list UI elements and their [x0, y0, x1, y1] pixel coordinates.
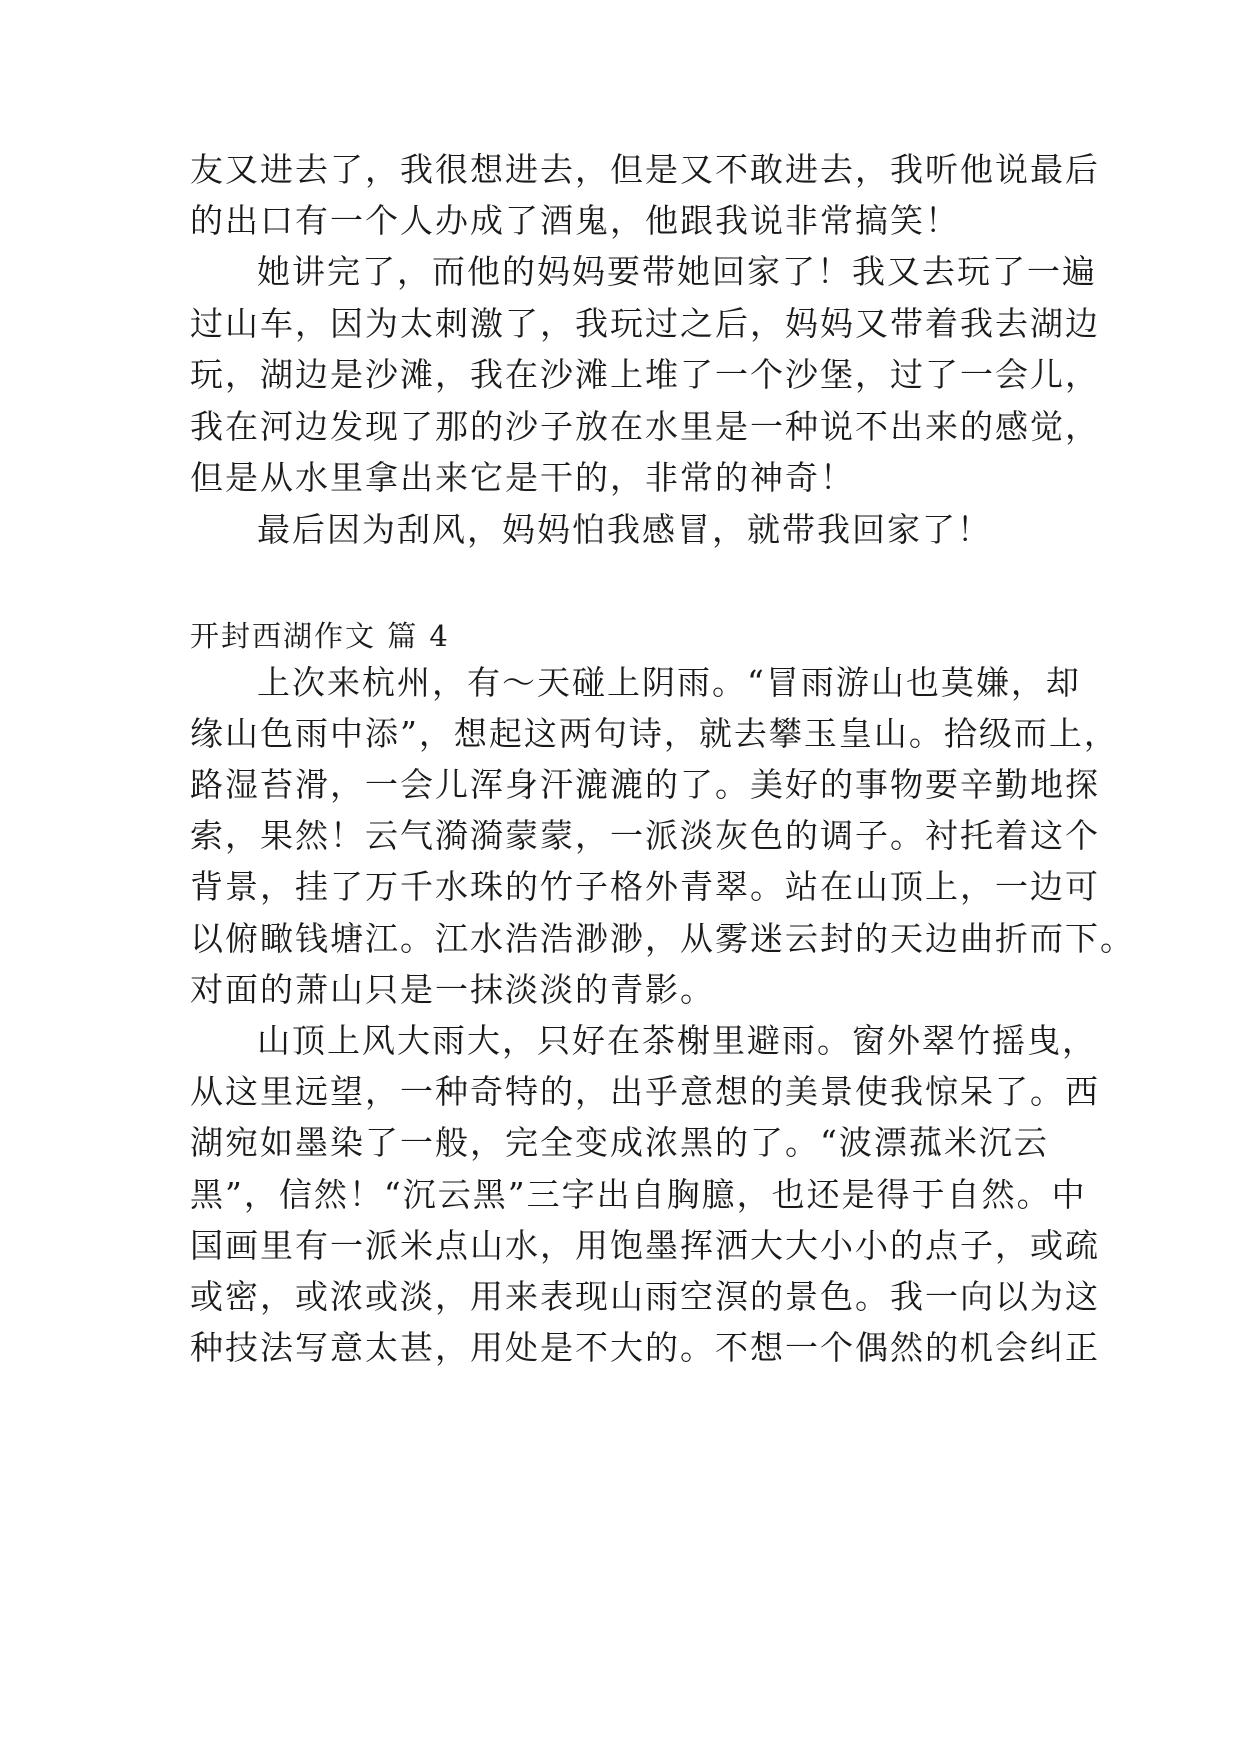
text-line: 种技法写意太甚，用处是不大的。不想一个偶然的机会纠正 [190, 1328, 1100, 1367]
text-line: 我在河边发现了那的沙子放在水里是一种说不出来的感觉， [190, 407, 1100, 446]
text-line: 湖宛如墨染了一般，完全变成浓黑的了。“波漂菰米沉云 [190, 1123, 1049, 1162]
text-line: 国画里有一派米点山水，用饱墨挥洒大大小小的点子，或疏 [190, 1226, 1100, 1265]
text-line: 过山车，因为太刺激了，我玩过之后，妈妈又带着我去湖边 [190, 304, 1100, 343]
paragraph-start-line: 她讲完了，而他的妈妈要带她回家了！我又去玩了一遍 [257, 252, 1097, 291]
text-line: 玩，湖边是沙滩，我在沙滩上堆了一个沙堡，过了一会儿， [190, 355, 1100, 394]
text-line: 对面的萧山只是一抹淡淡的青影。 [190, 970, 715, 1009]
text-line: 缘山色雨中添”，想起这两句诗，就去攀玉皇山。拾级而上， [190, 714, 1119, 753]
text-line: 的出口有一个人办成了酒鬼，他跟我说非常搞笑！ [190, 201, 960, 240]
text-line: 背景，挂了万千水珠的竹子格外青翠。站在山顶上，一边可 [190, 867, 1100, 906]
text-line: 索，果然！云气漪漪蒙蒙，一派淡灰色的调子。衬托着这个 [190, 816, 1100, 855]
text-line: 路湿苔滑，一会儿浑身汗漉漉的了。美好的事物要辛勤地探 [190, 765, 1100, 804]
text-line: 友又进去了，我很想进去，但是又不敢进去，我听他说最后 [190, 150, 1100, 189]
text-line: 从这里远望，一种奇特的，出乎意想的美景使我惊呆了。西 [190, 1072, 1100, 1111]
text-line: 但是从水里拿出来它是干的，非常的神奇！ [190, 458, 855, 497]
paragraph-start-line: 最后因为刮风，妈妈怕我感冒，就带我回家了！ [257, 510, 992, 549]
paragraph-start-line: 上次来杭州，有～天碰上阴雨。“冒雨游山也莫嫌，却 [257, 663, 1081, 702]
paragraph-start-line: 山顶上风大雨大，只好在茶榭里避雨。窗外翠竹摇曳， [257, 1021, 1097, 1060]
text-line: 或密，或浓或淡，用来表现山雨空溟的景色。我一向以为这 [190, 1277, 1100, 1316]
section-heading: 开封西湖作文 篇 4 [190, 619, 450, 653]
text-line: 黑”，信然！“沉云黑”三字出自胸臆，也还是得于自然。中 [190, 1175, 1087, 1214]
text-line: 以俯瞰钱塘江。江水浩浩渺渺，从雾迷云封的天边曲折而下。 [190, 919, 1135, 958]
